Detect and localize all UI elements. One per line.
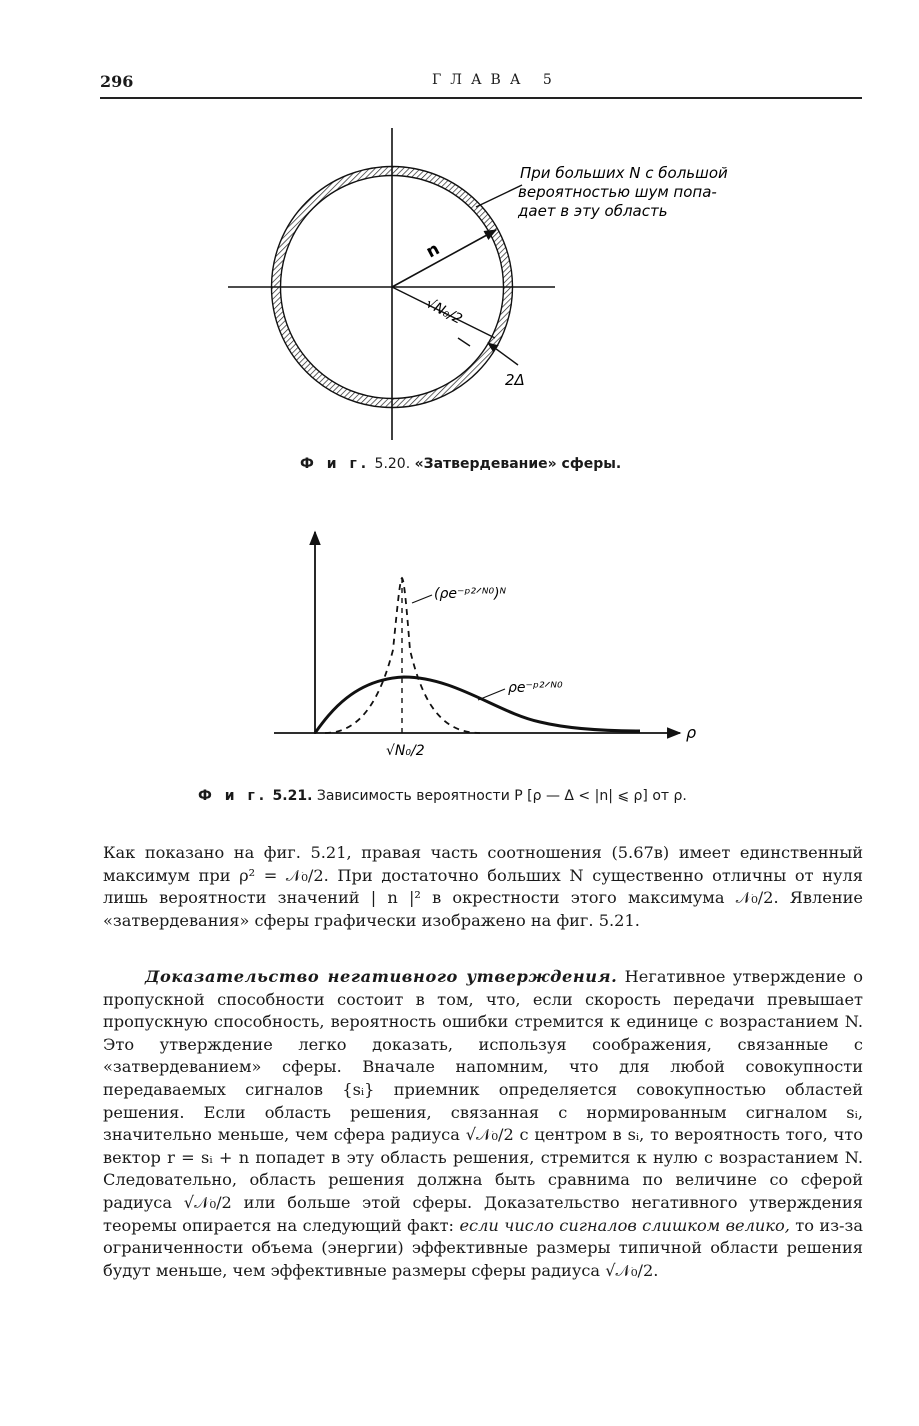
caption-5-21-prefix: Ф и г. bbox=[198, 788, 269, 804]
annotation-line-2: вероятностью шум попа- bbox=[518, 183, 717, 201]
paragraph-1: Как показано на фиг. 5.21, правая часть соотношения (5.67в) имеет единственный максимум при ρ² = 𝒩₀/2. При достаточно больших N существенно отличны от нуля лишь вероятности значений | n |² в окрестности этого максимума 𝒩₀/2. Явление «затвердевания» сферы графически изображено на фиг. 5.21. bbox=[103, 843, 863, 930]
figure-5-20-diagram bbox=[228, 128, 728, 440]
curve-rho-exp bbox=[315, 677, 640, 733]
annotation-line-1: При больших N с большой bbox=[520, 164, 728, 182]
paragraph-2 bbox=[103, 966, 863, 1282]
curve-low-label: ρe⁻ᵖ²ᐟᴺ⁰ bbox=[508, 680, 563, 696]
paragraph-2-text-1: Негативное утверждение о пропускной способности состоит в том, что, если скорость передачи превышает пропускную способность, вероятность ошибки стремится к единице с возрастанием N. Это утверждение легко доказать, используя соображения, связанные с «затвердеванием» сферы. Вначале напомним, что для любой совокупности передаваемых сигналов {sᵢ} приемник определяется совокупностью областей решения. Если область решения, связанная с нормированным сигналом sᵢ, значительно меньше, чем сфера радиуса √𝒩₀/2 с центром в sᵢ, то вероятность того, что вектор r = sᵢ + n попадет в эту область решения, стремится к нулю с возрастанием N. Следовательно, область решения должна быть сравнима по величине со сферой радиуса √𝒩₀/2 или больше этой сферы. Доказательство негативного утверждения теоремы опирается на следующий факт: bbox=[103, 967, 863, 1235]
caption-5-20-text: «Затвердевание» сферы. bbox=[414, 456, 622, 472]
vector-n-arrow bbox=[392, 230, 496, 287]
section-title: Доказательство негативного утверждения. bbox=[145, 967, 618, 986]
annotation-line-3: дает в эту область bbox=[518, 202, 668, 220]
paragraph-2-text-2: то из-за ограниченности объема (энергии) эффективные размеры типичной области решения будут меньше, чем эффективные размеры сферы радиуса √𝒩₀/2. bbox=[103, 1215, 864, 1280]
caption-5-20-number: 5.20. bbox=[374, 456, 411, 472]
figure-5-21-plot bbox=[274, 532, 696, 759]
caption-5-20-prefix: Ф и г. bbox=[300, 456, 371, 472]
low-curve-leader bbox=[478, 689, 505, 700]
chapter-title: ГЛАВА 5 bbox=[432, 72, 561, 88]
caption-fig-5-20 bbox=[300, 456, 621, 472]
x-axis-label: ρ bbox=[686, 723, 697, 742]
annotation-leader bbox=[476, 185, 522, 207]
vector-n-label: n bbox=[422, 239, 444, 263]
caption-5-21-number: 5.21. bbox=[272, 788, 313, 804]
thickness-tick bbox=[458, 338, 470, 346]
high-curve-leader bbox=[412, 595, 432, 603]
thickness-label: 2Δ bbox=[505, 371, 525, 389]
radius-label: √N₀/2 bbox=[423, 295, 465, 328]
curve-high-label: (ρe⁻ᵖ²ᐟᴺ⁰)ᴺ bbox=[434, 586, 507, 602]
paragraph-2-italic: если число сигналов слишком велико, bbox=[459, 1215, 790, 1235]
caption-fig-5-21 bbox=[198, 788, 687, 804]
x-tick-label: √N₀/2 bbox=[386, 743, 425, 759]
page-number: 296 bbox=[100, 72, 134, 91]
caption-5-21-text: Зависимость вероятности P [ρ — Δ < |n| ⩽ ρ] от ρ. bbox=[316, 788, 687, 804]
